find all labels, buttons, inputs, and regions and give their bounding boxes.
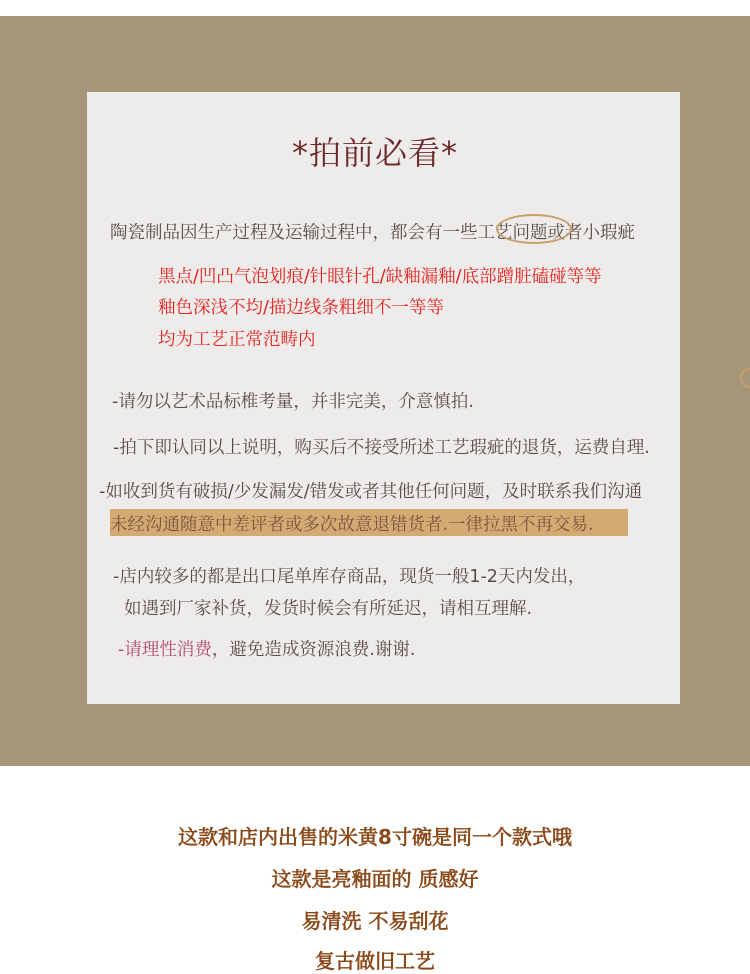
- rule-1: -请勿以艺术品标椎考量，并非完美，介意慎拍.: [112, 392, 474, 412]
- defects-line-3: 均为工艺正常范畴内: [158, 330, 316, 350]
- description-line-1: 这款和店内出售的米黄8寸碗是同一个款式哦: [178, 825, 572, 849]
- rational-prefix: -请理性消费: [118, 640, 212, 660]
- rational-line: [118, 636, 415, 661]
- highlight-circle: [496, 214, 572, 244]
- defects-line-2: 釉色深浅不均/描边线条粗细不一等等: [158, 298, 444, 318]
- rule-2: -拍下即认同以上说明，购买后不接受所述工艺瑕疵的退货，运费自理.: [113, 438, 650, 458]
- rule-3: -如收到货有破损/少发漏发/错发或者其他任何问题，及时联系我们沟通: [99, 482, 643, 502]
- description-line-2: 这款是亮釉面的 质感好: [271, 867, 479, 891]
- stock-line-1: -店内较多的都是出口尾单库存商品，现货一般1-2天内发出，: [113, 567, 586, 587]
- rule-4: 未经沟通随意中差评者或多次故意退错货者.一律拉黑不再交易.: [110, 515, 594, 535]
- rational-suffix: ，避免造成资源浪费.谢谢.: [211, 640, 416, 660]
- description-line-3: 易清洗 不易刮花: [301, 909, 449, 933]
- defects-line-1: 黑点/凹凸气泡划痕/针眼针孔/缺釉漏釉/底部蹭脏磕碰等等: [158, 267, 602, 287]
- stock-line-2: 如遇到厂家补货，发货时候会有所延迟，请相互理解.: [124, 599, 533, 619]
- notice-title: *拍前必看*: [291, 134, 458, 172]
- description-line-4: 复古做旧工艺: [315, 949, 435, 973]
- intro-text: 陶瓷制品因生产过程及运输过程中，都会有一些工艺问题或者小瑕疵: [110, 223, 635, 243]
